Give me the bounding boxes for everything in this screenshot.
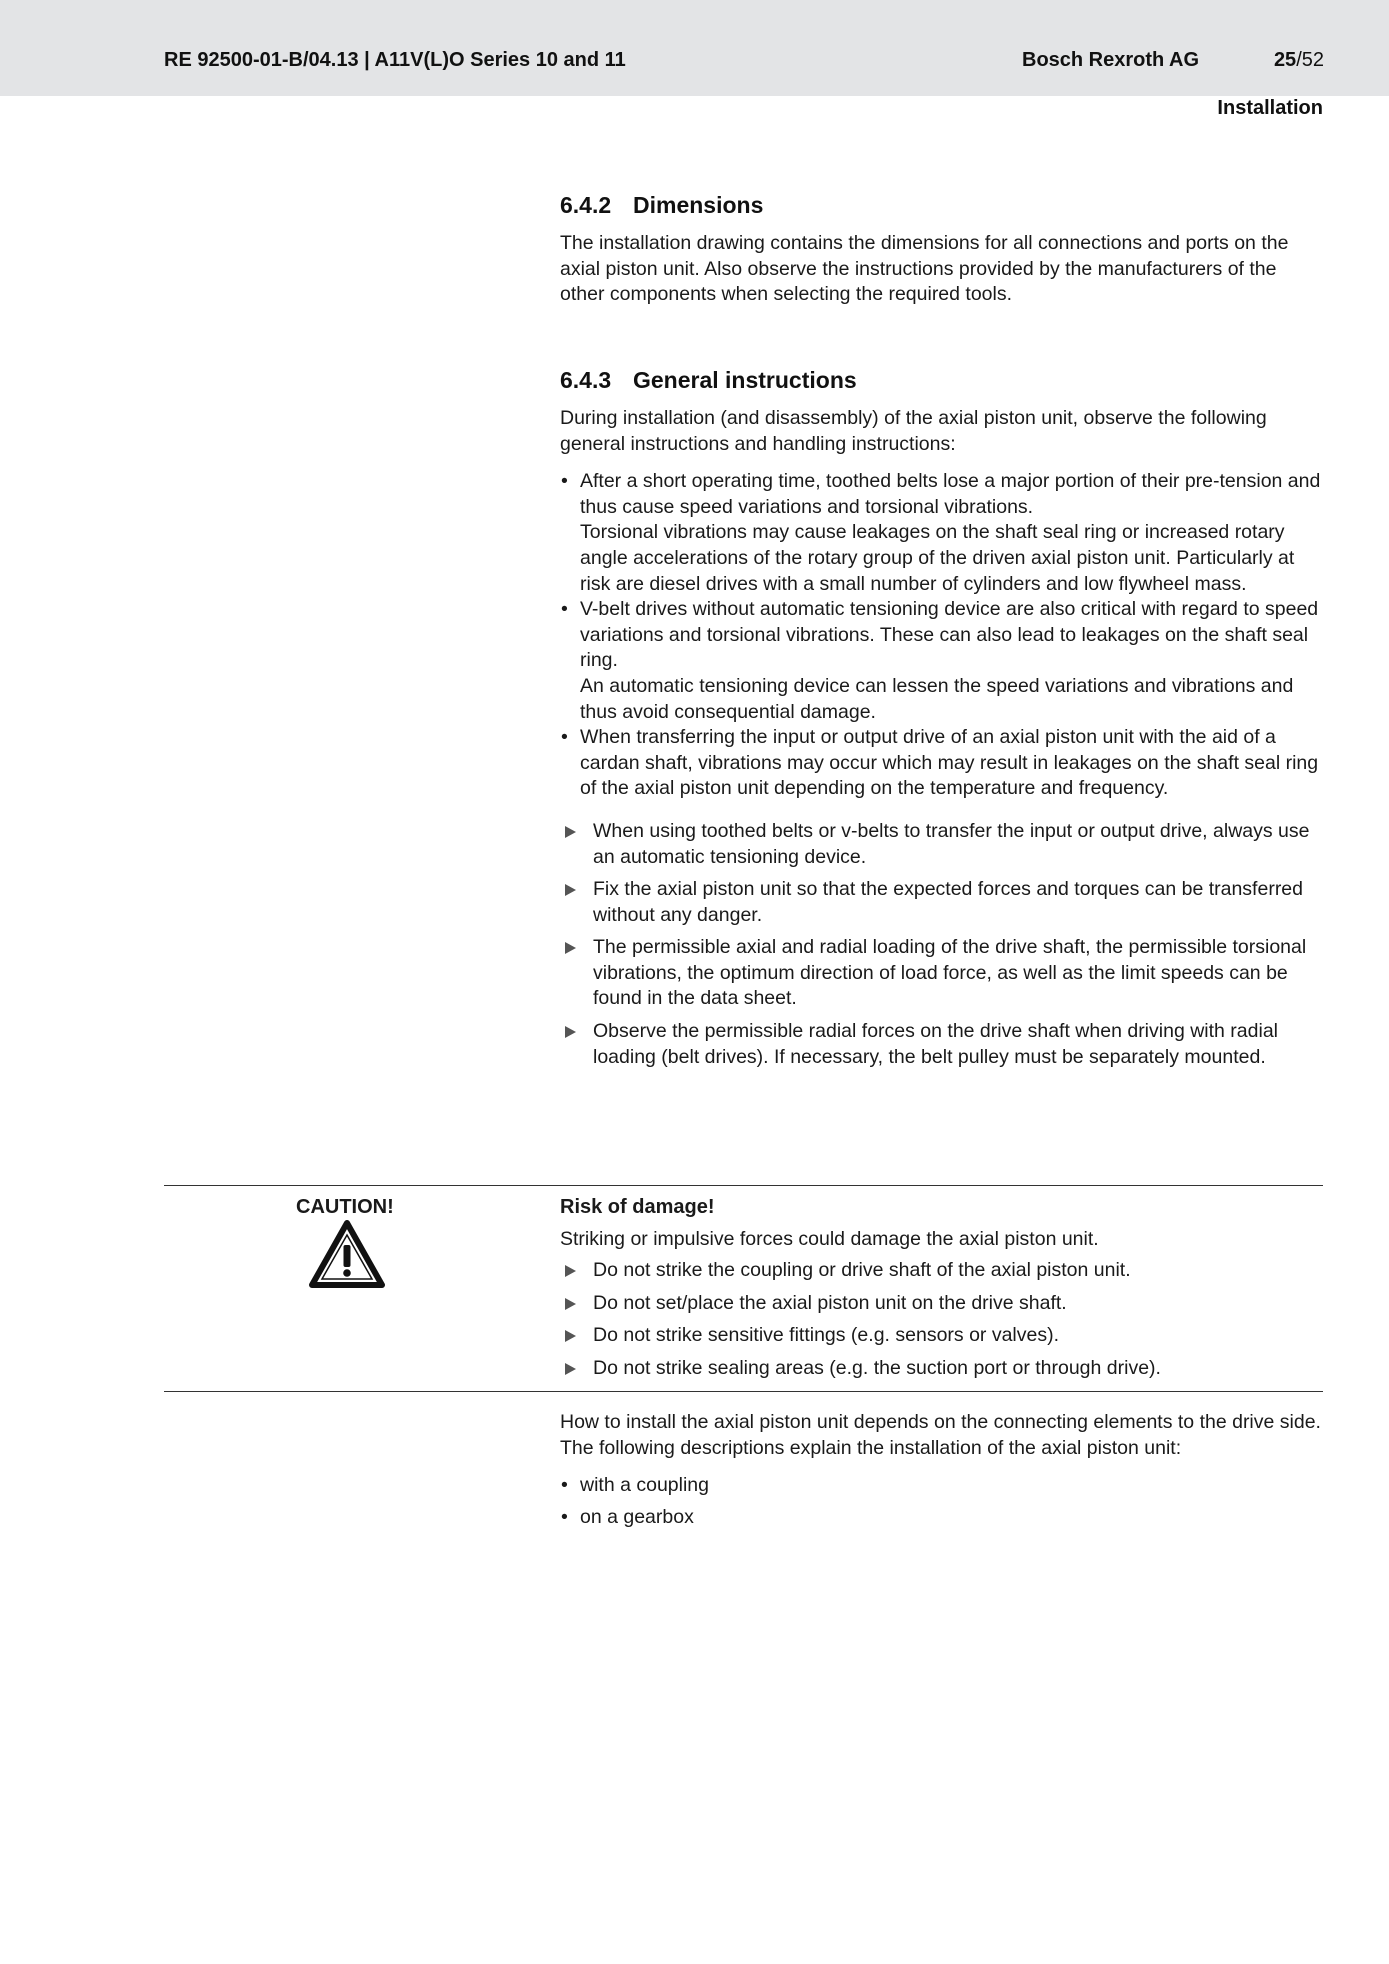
list-item: • on a gearbox: [560, 1505, 1324, 1531]
caution-step-list: [560, 1258, 1324, 1381]
divider-top: [164, 1185, 1323, 1186]
dimensions-body: The installation drawing contains the dimensions for all connections and ports on the axial piston unit. Also observe the instructions provided by the manufacturers of the other components when selecting the required tools.: [560, 232, 1289, 306]
instruction-step: Observe the permissible radial forces on the drive shaft when driving with radial loading (belt drives). If necessary, the belt pulley must be separately mounted.: [560, 1019, 1324, 1070]
list-item: • When transferring the input or output drive of an axial piston unit with the aid of a cardan shaft, vibrations may occur which may result in leakages on the shaft seal ring of the axial piston unit depending on the temperature and frequency.: [560, 725, 1324, 802]
page-total: /52: [1296, 49, 1324, 71]
instruction-step: Fix the axial piston unit so that the expected forces and torques can be transferred without any danger.: [560, 877, 1324, 928]
caution-title: Risk of damage!: [560, 1196, 715, 1218]
warning-triangle-icon: [309, 1220, 385, 1288]
caution-body: Striking or impulsive forces could damage the axial piston unit.: [560, 1227, 1099, 1250]
heading-title: General instructions: [633, 367, 857, 393]
general-intro: During installation (and disassembly) of the axial piston unit, observe the following general instructions and handling instructions:: [560, 407, 1267, 455]
page-header: [0, 0, 1389, 96]
heading-general-instructions: [560, 367, 1324, 394]
section-label: Installation: [1217, 97, 1323, 119]
install-intro: How to install the axial piston unit depends on the connecting elements to the drive side. The following descriptions explain the installation of the axial piston unit:: [560, 1411, 1321, 1459]
list-item: • V-belt drives without automatic tensioning device are also critical with regard to speed variations and torsional vibrations. These can also lead to leakages on the shaft seal ring. An automatic tensioning device can lessen the speed variations and vibrations and thus avoid consequential damage.: [560, 597, 1324, 725]
divider-bottom: [164, 1391, 1323, 1392]
heading-title: Dimensions: [633, 192, 764, 218]
caution-label: CAUTION!: [296, 1196, 394, 1218]
company-name: Bosch Rexroth AG: [1022, 49, 1200, 71]
section-dimensions: [560, 192, 1324, 308]
caution-content: [560, 1195, 1324, 1382]
page-current: 25: [1273, 49, 1297, 71]
instruction-step: The permissible axial and radial loading of the drive shaft, the permissible torsional vibrations, the optimum direction of load force, as well as the limit speeds can be found in the data sheet.: [560, 935, 1324, 1012]
general-bullet-list: [560, 469, 1324, 802]
heading-number: 6.4.2: [560, 192, 612, 218]
section-install-methods: [560, 1410, 1324, 1530]
general-step-list: [560, 819, 1324, 1070]
instruction-step: Do not strike sensitive fittings (e.g. sensors or valves).: [560, 1323, 1324, 1349]
heading-dimensions: [560, 192, 1324, 219]
instruction-step: Do not strike the coupling or drive shaft of the axial piston unit.: [560, 1258, 1324, 1284]
heading-number: 6.4.3: [560, 367, 612, 393]
list-item: • with a coupling: [560, 1473, 1324, 1499]
install-method-list: [560, 1473, 1324, 1530]
instruction-step: When using toothed belts or v-belts to transfer the input or output drive, always use an automatic tensioning device.: [560, 819, 1324, 870]
list-item: • After a short operating time, toothed belts lose a major portion of their pre-tension and thus cause speed variations and torsional vibrations. Torsional vibrations may cause leakages on the shaft seal ring or increased rotary angle accelerations of the rotary group of the driven axial piston unit. Particularly at risk are diesel drives with a small number of cylinders and low flywheel mass.: [560, 469, 1324, 597]
instruction-step: Do not set/place the axial piston unit on the drive shaft.: [560, 1291, 1324, 1317]
instruction-step: Do not strike sealing areas (e.g. the suction port or through drive).: [560, 1356, 1324, 1382]
page-number: [1274, 49, 1324, 72]
document-reference: RE 92500-01-B/04.13 | A11V(L)O Series 10 and 11: [164, 49, 626, 71]
section-general-instructions: [560, 367, 1324, 1070]
